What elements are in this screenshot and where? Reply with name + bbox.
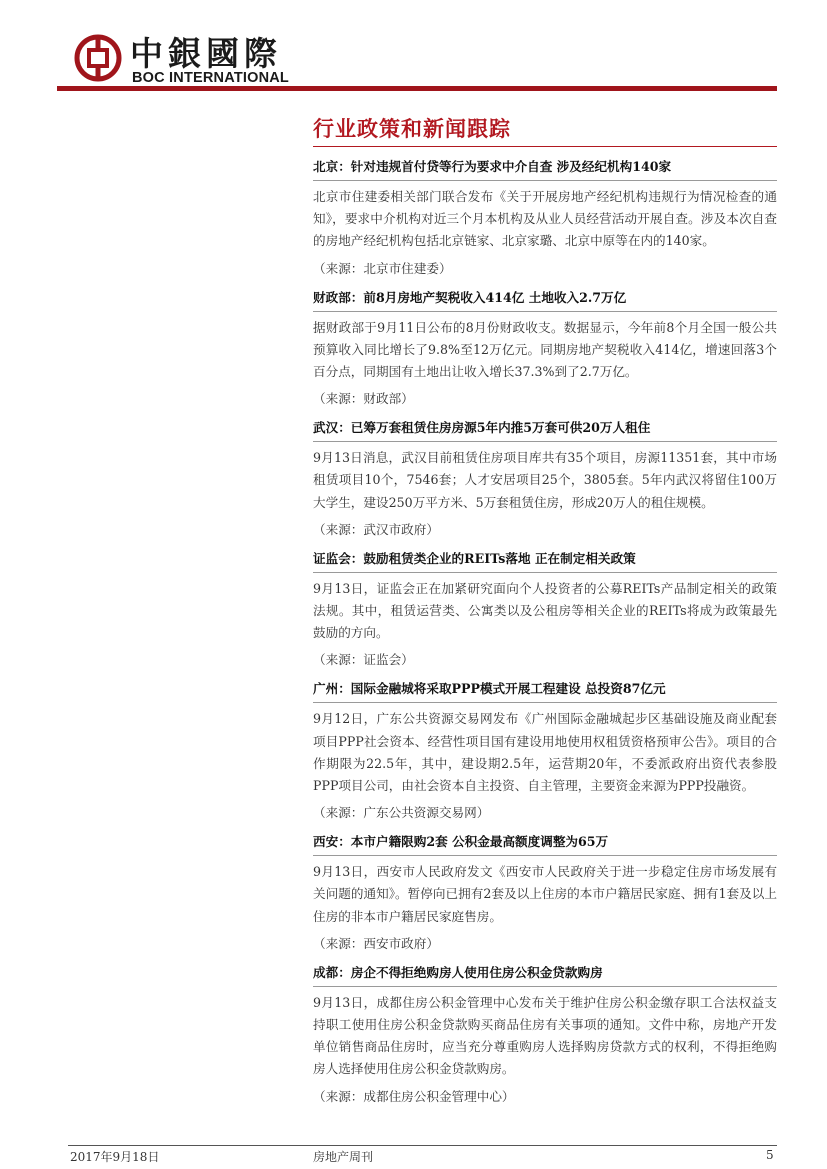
logo-chinese-text: 中銀國際: [130, 34, 282, 73]
news-headline: 成都：房企不得拒绝购房人使用住房公积金贷款购房: [313, 961, 777, 987]
footer-publication: 房地产周刊: [313, 1150, 374, 1164]
logo-english-text: BOC INTERNATIONAL: [132, 70, 289, 86]
news-body: 9月13日，证监会正在加紧研究面向个人投资者的公募REITs产品制定相关的政策法规。其中，租赁运营类、公寓类以及公租房等相关企业的REITs将成为政策最先鼓励的方向。: [313, 580, 777, 641]
section-title: 行业政策和新闻跟踪: [313, 116, 511, 141]
news-body: 据财政部于9月11日公布的8月份财政收支。数据显示，今年前8个月全国一般公共预算收入同比增长了9.8%至12万亿元。同期房地产契税收入414亿，增速回落3个百分点，同期国有土地出让收入增长37.3%到了2.7万亿。: [313, 319, 777, 380]
news-source: （来源：广东公共资源交易网）: [313, 805, 490, 821]
page-number: 5: [766, 1148, 774, 1162]
news-source: （来源：北京市住建委）: [313, 260, 452, 276]
news-source: （来源：财政部）: [313, 391, 414, 407]
boc-emblem-icon: [74, 34, 122, 82]
news-item-chengdu: [313, 961, 777, 1108]
boc-logo: [74, 34, 314, 86]
news-headline: 财政部：前8月房地产契税收入414亿 土地收入2.7万亿: [313, 286, 777, 312]
section-title-rule: [313, 146, 777, 147]
news-headline: 西安：本市户籍限购2套 公积金最高额度调整为65万: [313, 830, 777, 856]
news-body: 9月12日，广东公共资源交易网发布《广州国际金融城起步区基础设施及商业配套项目PPP社会资本、经营性项目国有建设用地使用权租赁资格预审公告》。项目的合作期限为22.5年，其中，建设期2.5年，运营期20年，不委派政府出资代表参股PPP项目公司，由社会资本自主投资、自主管理，主要资金来源为PPP投融资。: [313, 711, 777, 794]
footer-date: 2017年9月18日: [70, 1150, 160, 1164]
news-source: （来源：证监会）: [313, 652, 414, 668]
news-headline: 广州：国际金融城将采取PPP模式开展工程建设 总投资87亿元: [313, 677, 777, 703]
news-item-mof: [313, 286, 777, 411]
news-headline: 北京：针对违规首付贷等行为要求中介自查 涉及经纪机构140家: [313, 155, 777, 181]
news-item-csrc: [313, 547, 777, 672]
news-item-guangzhou: [313, 677, 777, 824]
news-list: [313, 155, 777, 1114]
news-body: 9月13日，成都住房公积金管理中心发布关于维护住房公积金缴存职工合法权益支持职工使用住房公积金贷款购买商品住房有关事项的通知。文件中称，房地产开发单位销售商品住房时，应当充分尊重购房人选择购房贷款方式的权利，不得拒绝购房人选择使用住房公积金贷款购房。: [313, 994, 777, 1077]
news-item-beijing: [313, 155, 777, 280]
news-source: （来源：武汉市政府）: [313, 521, 439, 537]
news-headline: 武汉：已筹万套租赁住房房源5年内推5万套可供20万人租住: [313, 416, 777, 442]
news-body: 9月13日，西安市人民政府发文《西安市人民政府关于进一步稳定住房市场发展有关问题的通知》。暂停向已拥有2套及以上住房的本市户籍居民家庭、拥有1套及以上住房的非本市户籍居民家庭售房。: [313, 864, 777, 924]
news-source: （来源：西安市政府）: [313, 935, 439, 951]
news-item-xian: [313, 830, 777, 955]
news-source: （来源：成都住房公积金管理中心）: [313, 1088, 515, 1104]
news-item-wuhan: [313, 416, 777, 541]
news-headline: 证监会：鼓励租赁类企业的REITs落地 正在制定相关政策: [313, 547, 777, 573]
header-rule: [57, 86, 777, 91]
news-body: 北京市住建委相关部门联合发布《关于开展房地产经纪机构违规行为情况检查的通知》，要求中介机构对近三个月本机构及从业人员经营活动开展自查。涉及本次自查的房地产经纪机构包括北京链家、北京家璐、北京中原等在内的140家。: [313, 189, 777, 249]
news-body: 9月13日消息，武汉目前租赁住房项目库共有35个项目，房源11351套，其中市场租赁项目10个，7546套；人才安居项目25个，3805套。5年内武汉将留住100万大学生，建设250万平方米、5万套租赁住房，形成20万人的租住规模。: [313, 450, 777, 510]
footer-rule: [68, 1145, 777, 1146]
